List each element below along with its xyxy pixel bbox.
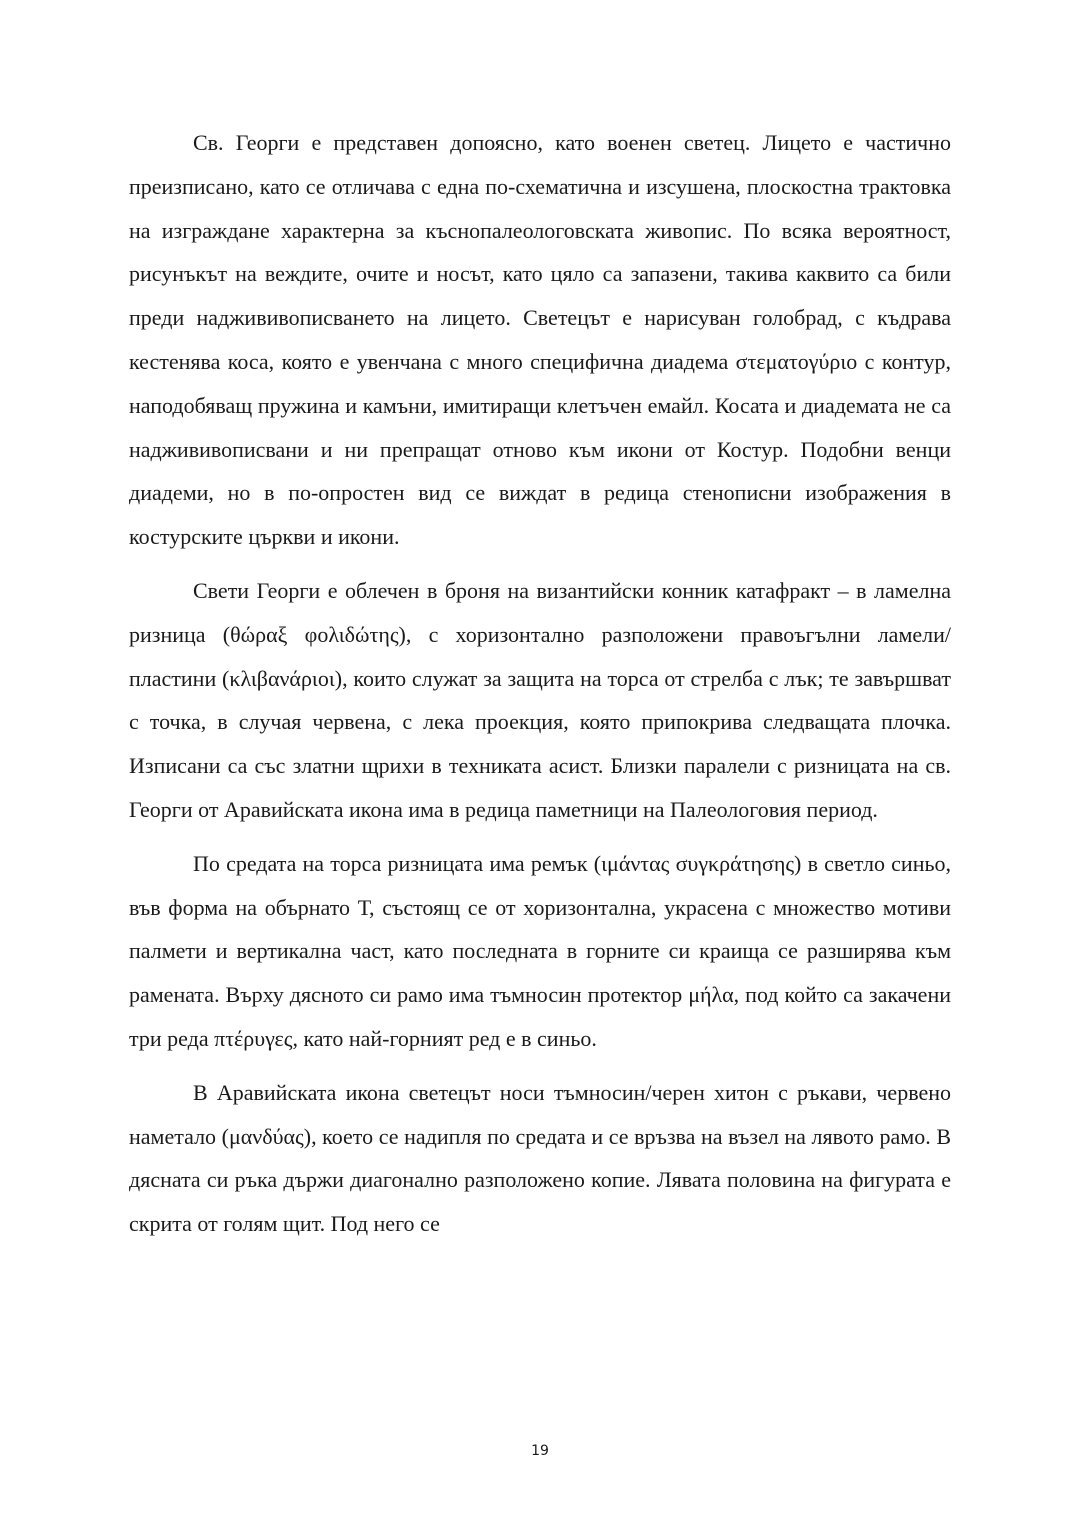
paragraph-2: Свети Георги е облечен в броня на византийски конник катафракт – в ламелна ризница (θώραξ φολιδώτης), с хоризонтално разположени правоъгълни ламели/пластини (κλιβανάριοι), които служат за защита на торса от стрелба с лък; те завършват с точка, в случая червена, с лека проекция, която припокрива следващата плочка. Изписани са със златни щрихи в техниката асист. Близки паралели с ризницата на св. Георги от Аравийската икона има в редица паметници на Палеологовия период. [129, 577, 951, 822]
page-number: 19 [531, 1443, 549, 1459]
paragraph-1: Св. Георги е представен допоясно, като военен светец. Лицето е частично преизписано, като се отличава с една по-схематична и изсушена, плоскостна трактовка на изграждане характерна за къснопалеологовската живопис. По всяка вероятност, рисунъкът на веждите, очите и носът, като цяло са запазени, такива каквито са били преди наджививописването на лицето. Светецът е нарисуван голобрад, с къдрава кестенява коса, която е увенчана с много специфична диадема στεματογύριο с контур, наподобяващ пружина и камъни, имитиращи клетъчен емайл. Косата и диадемата не са наджививописвани и ни препращат отново към икони от Костур. Подобни венци диадеми, но в по-опростен вид се виждат в редица стенописни изображения в костурските църкви и икони. [129, 130, 951, 550]
paragraph-3: По средата на торса ризницата има ремък (ιμάντας συγκράτησης) в светло синьо, във форма на обърнато Т, състоящ се от хоризонтална, украсена с множество мотиви палмети и вертикална част, като последната в горните си краища се разширява към рамената. Върху дясното си рамо има тъмносин протектор μήλα, под който са закачени три реда πτέρυγες, като най-горният ред е в синьо. [129, 850, 951, 1051]
page-body [129, 121, 951, 1256]
paragraph-4: В Аравийската икона светецът носи тъмносин/черен хитон с ръкави, червено наметало (μανδύας), което се надипля по средата и се връзва на възел на лявото рамо. В дясната си ръка държи диагонално разположено копие. Лявата половина на фигурата е скрита от голям щит. Под него се [129, 1079, 951, 1237]
